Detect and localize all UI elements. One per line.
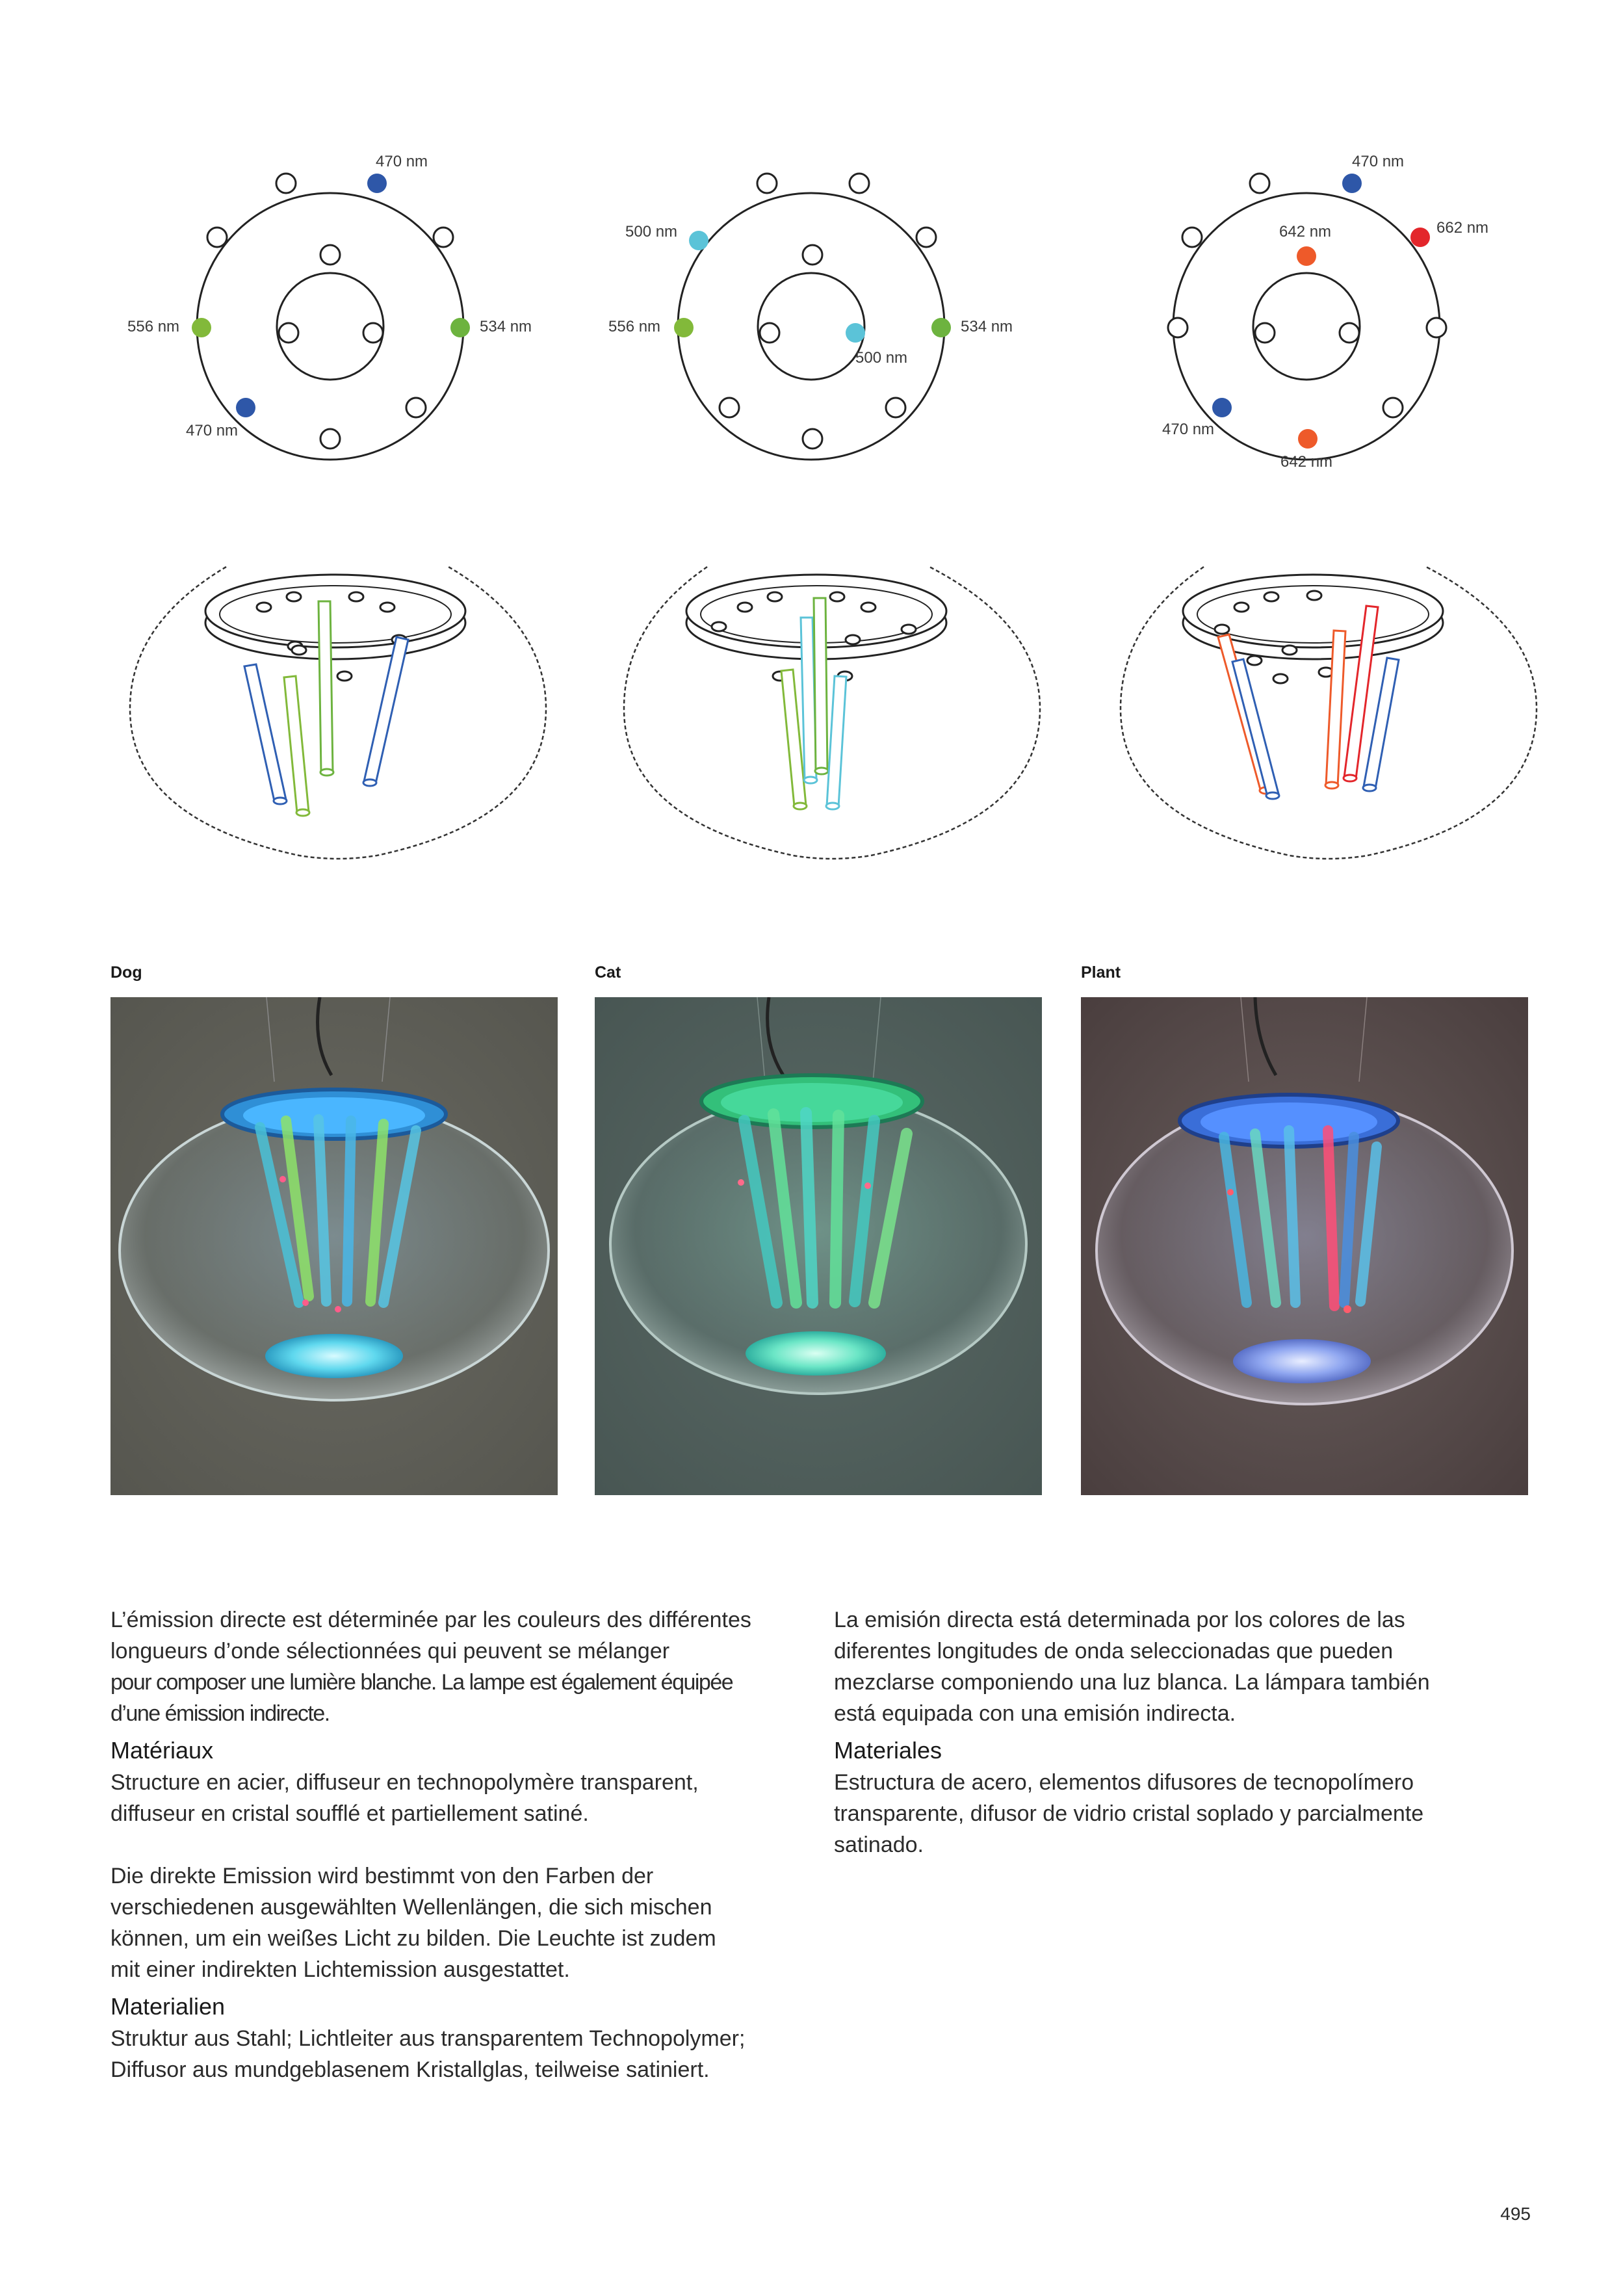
de-intro-line-4: mit einer indirekten Lichtemission ausgestattet. [110, 1957, 570, 1982]
de-intro-line-2: verschiedenen ausgewählten Wellenlängen, die sich mischen [110, 1895, 712, 1920]
fr-intro-line-3: pour composer une lumière blanche. La lampe est également équipée [110, 1670, 733, 1695]
es-intro-line-1: La emisión directa está determinada por los colores de las [834, 1608, 1405, 1632]
photo-label-cat: Cat [595, 963, 621, 982]
led-556 [192, 318, 211, 337]
de-intro-line-3: können, um ein weißes Licht zu bilden. Die Leuchte ist zudem [110, 1926, 716, 1951]
es-intro-line-4: está equipada con una emisión indirecta. [834, 1701, 1236, 1726]
led-500-outer [689, 231, 708, 250]
led-470-bottom [236, 398, 255, 417]
es-materials-line-3: satinado. [834, 1833, 924, 1857]
label-500-inner: 500 nm [855, 349, 908, 367]
fr-intro-line-4: d’une émission indirecte. [110, 1701, 330, 1726]
led-470-top [367, 174, 387, 193]
photo-label-plant: Plant [1081, 963, 1121, 982]
fr-materials-heading: Matériaux [110, 1737, 214, 1764]
led-470-bottom [1212, 398, 1232, 417]
de-materials-line-2: Diffusor aus mundgeblasenem Kristallglas, teilweise satiniert. [110, 2057, 710, 2082]
es-materials-heading: Materiales [834, 1737, 942, 1764]
led-662 [1410, 228, 1430, 247]
photo-label-dog: Dog [110, 963, 142, 982]
label-556: 556 nm [127, 318, 180, 335]
es-intro-line-3: mezclarse componiendo una luz blanca. La lámpara también [834, 1670, 1430, 1695]
fr-materials-line-1: Structure en acier, diffuseur en technopolymère transparent, [110, 1770, 699, 1795]
label-534: 534 nm [961, 318, 1013, 335]
page-number: 495 [1500, 2204, 1531, 2224]
dog-led-diagram [127, 153, 532, 460]
cat-lamp-drawing [624, 567, 1040, 859]
label-470-bottom: 470 nm [186, 422, 239, 439]
de-materials-heading: Materialien [110, 1993, 226, 2020]
led-534 [450, 318, 470, 337]
dog-lamp-photo [110, 997, 558, 1495]
plant-led-diagram [1162, 153, 1488, 471]
wavelength-diagrams [0, 0, 1623, 871]
plant-lamp-photo [1081, 997, 1528, 1495]
es-materials-line-2: transparente, difusor de vidrio cristal soplado y parcialmente [834, 1801, 1424, 1826]
de-intro-line-1: Die direkte Emission wird bestimmt von den Farben der [110, 1864, 654, 1888]
text-column-es [834, 1604, 1536, 1860]
fr-intro-line-1: L’émission directe est déterminée par les couleurs des différentes [110, 1608, 751, 1632]
label-470-bottom: 470 nm [1162, 421, 1215, 438]
fr-materials-line-2: diffuseur en cristal soufflé et partiellement satiné. [110, 1801, 589, 1826]
led-500-inner [846, 323, 865, 343]
label-500-outer: 500 nm [625, 223, 678, 241]
es-intro-line-2: diferentes longitudes de onda seleccionadas que pueden [834, 1639, 1394, 1663]
cat-led-diagram [608, 174, 1013, 460]
de-materials-line-1: Struktur aus Stahl; Lichtleiter aus transparentem Technopolymer; [110, 2026, 746, 2051]
label-662: 662 nm [1436, 219, 1489, 237]
label-556: 556 nm [608, 318, 661, 335]
label-470-top: 470 nm [376, 153, 428, 170]
text-column-fr-de [110, 1604, 812, 2085]
es-materials-line-1: Estructura de acero, elementos difusores de tecnopolímero [834, 1770, 1414, 1795]
cat-lamp-photo [595, 997, 1042, 1495]
led-642-bottom [1298, 429, 1318, 449]
label-470-top: 470 nm [1352, 153, 1405, 170]
dog-lamp-drawing [130, 567, 546, 859]
label-642-inner: 642 nm [1279, 223, 1332, 241]
label-534: 534 nm [480, 318, 532, 335]
led-534 [931, 318, 951, 337]
fr-intro-line-2: longueurs d’onde sélectionnées qui peuvent se mélanger [110, 1639, 670, 1663]
label-642-bottom: 642 nm [1280, 453, 1333, 471]
plant-lamp-drawing [1121, 567, 1537, 859]
led-556 [674, 318, 694, 337]
led-642-inner [1297, 246, 1316, 266]
led-470-top [1342, 174, 1362, 193]
